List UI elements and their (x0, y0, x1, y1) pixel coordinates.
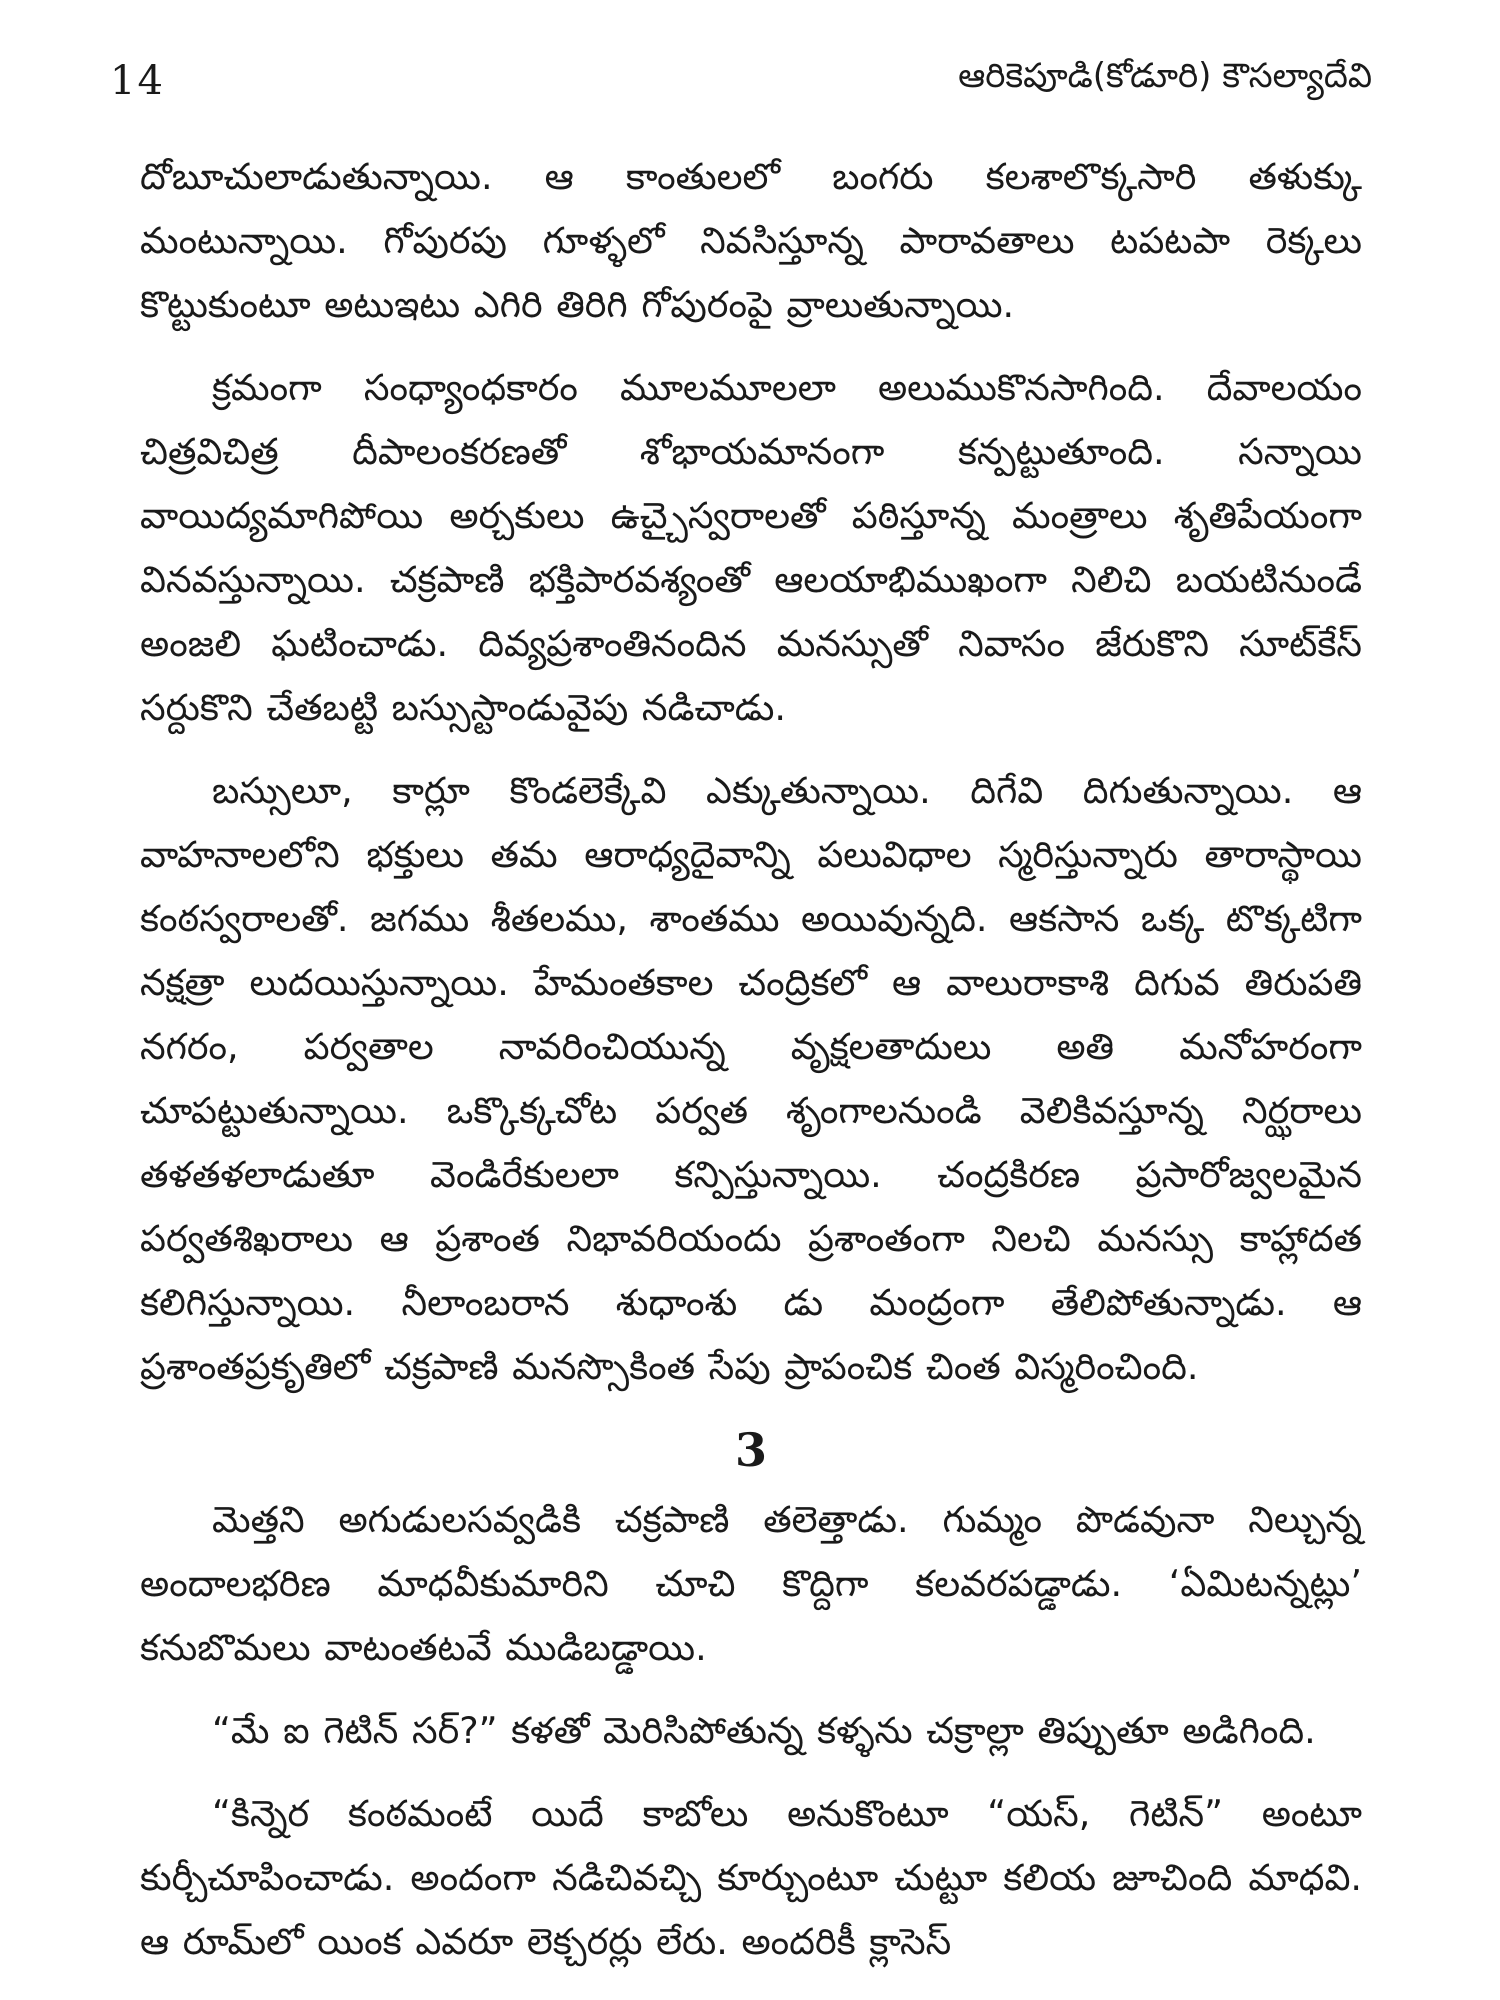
page-number: 14 (110, 58, 165, 104)
paragraph: “కిన్నెర కంఠమంటే యిదే కాబోలు అనుకొంటూ “యస్, గెటిన్” అంటూ కుర్చీచూపించాడు. అందంగా నడిచివచ్చి కూర్చుంటూ చుట్టూ కలియ జూచింది మాధవి. ఆ రూమ్‌లో యింక ఎవరూ లెక్చరర్లు లేరు. అందరికీ క్లాసెస్ (140, 1792, 1362, 1963)
paragraph: క్రమంగా సంధ్యాంధకారం మూలమూలలా అలుముకొనసాగింది. దేవాలయం చిత్రవిచిత్ర దీపాలంకరణతో శోభాయమానంగా కన్పట్టుతూంది. సన్నాయి వాయిద్యమాగిపోయి అర్చకులు ఉచ్చైస్వరాలతో పఠిస్తూన్న మంత్రాలు శృతిపేయంగా వినవస్తున్నాయి. చక్రపాణి భక్తిపారవశ్యంతో ఆలయాభిముఖంగా నిలిచి బయటినుండే అంజలి ఘటించాడు. దివ్యప్రశాంతినందిన మనస్సుతో నివాసం జేరుకొని సూట్‌కేస్ సర్దుకొని చేతబట్టి బస్సుస్టాండువైపు నడిచాడు. (140, 366, 1362, 729)
body-text (140, 145, 1362, 1993)
paragraph: దోబూచులాడుతున్నాయి. ఆ కాంతులలో బంగరు కలశాలొక్కసారి తళుక్కు మంటున్నాయి. గోపురపు గూళ్ళలో నివసిస్తూన్న పారావతాలు టపటపా రెక్కలు కొట్టుకుంటూ అటుఇటు ఎగిరి తిరిగి గోపురంపై వ్రాలుతున్నాయి. (140, 155, 1362, 326)
running-title: ఆరికెపూడి(కోడూరి) కౌసల్యాదేవి (958, 56, 1372, 96)
paragraph: “మే ఐ గెటిన్ సర్?” కళతో మెరిసిపోతున్న కళ్ళను చక్రాల్లా తిప్పుతూ అడిగింది. (212, 1709, 1316, 1752)
chapter-number: 3 (734, 1423, 767, 1477)
paragraph: బస్సులూ, కార్లూ కొండలెక్కేవి ఎక్కుతున్నాయి. దిగేవి దిగుతున్నాయి. ఆ వాహనాలలోని భక్తులు తమ ఆరాధ్యదైవాన్ని పలువిధాల స్మరిస్తున్నారు తారాస్థాయి కంఠస్వరాలతో. జగము శీతలము, శాంతము అయివున్నది. ఆకసాన ఒక్క టొక్కటిగా నక్షత్రా లుదయిస్తున్నాయి. హేమంతకాల చంద్రికలో ఆ వాలురాకాశి దిగువ తిరుపతి నగరం, పర్వతాల నావరించియున్న వృక్షలతాదులు అతి మనోహరంగా చూపట్టుతున్నాయి. ఒక్కొక్కచోట పర్వత శృంగాలనుండి వెలికివస్తూన్న నిర్ఝరాలు తళతళలాడుతూ వెండిరేకులలా కన్పిస్తున్నాయి. చంద్రకిరణ ప్రసారోజ్వలమైన పర్వతశిఖరాలు ఆ ప్రశాంత నిభావరియందు ప్రశాంతంగా నిలచి మనస్సు కాహ్లాదత కలిగిస్తున్నాయి. నీలాంబరాన శుధాంశు డు మంద్రంగా తేలిపోతున్నాడు. ఆ ప్రశాంతప్రకృతిలో చక్రపాణి మనస్సొకింత సేపు ప్రాపంచిక చింత విస్మరించింది. (140, 769, 1362, 1388)
paragraph: మెత్తని అగుడులసవ్వడికి చక్రపాణి తలెత్తాడు. గుమ్మం పొడవునా నిల్చున్న అందాలభరిణ మాధవీకుమారిని చూచి కొద్దిగా కలవరపడ్డాడు. ‘ఏమిటన్నట్లు’ కనుబొమలు వాటంతటవే ముడిబడ్డాయి. (140, 1498, 1362, 1669)
page-header (110, 52, 1372, 112)
